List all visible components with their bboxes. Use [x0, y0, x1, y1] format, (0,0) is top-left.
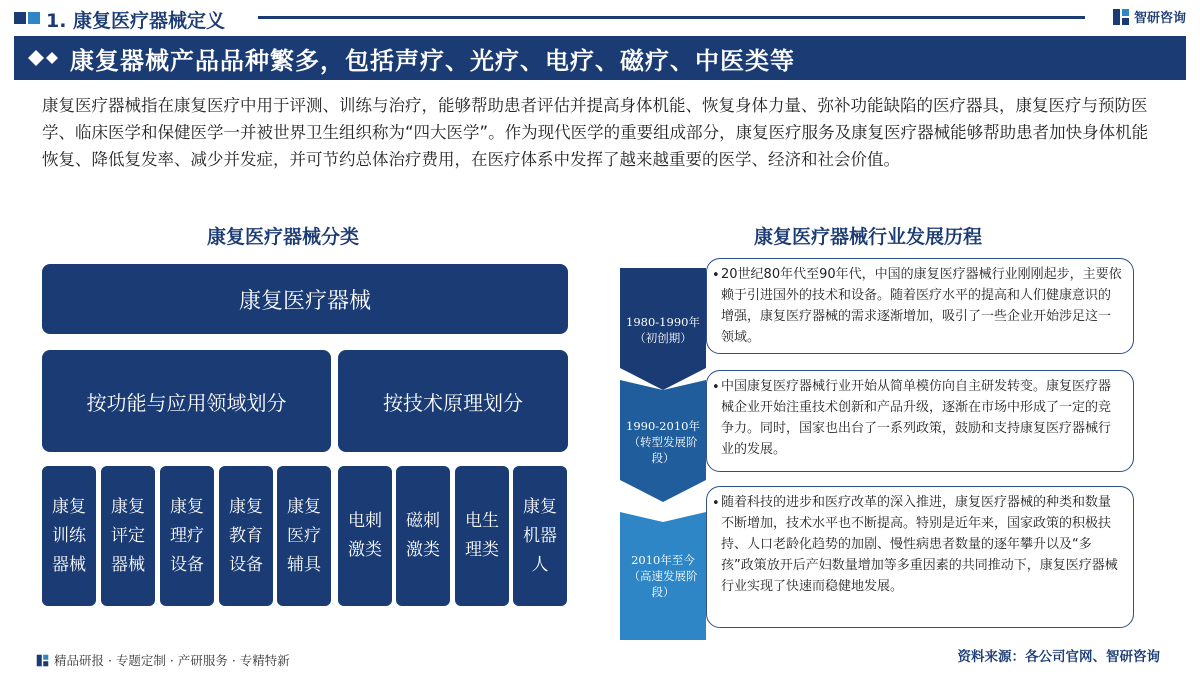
brand-name: 智研咨询	[1133, 11, 1186, 26]
brand-logo-icon	[1112, 8, 1130, 26]
leaf-electrophysiology: 电生理类	[455, 466, 509, 606]
bullet-icon: •	[712, 268, 720, 283]
stage-phase-2: （转型发展阶段）	[628, 435, 698, 465]
leaf-training-equipment: 康复训练器械	[42, 466, 96, 606]
stage-period-2: 1990-2010年	[626, 419, 700, 433]
leaf-assistive-device: 康复医疗辅具	[277, 466, 331, 606]
bullet-icon: •	[712, 496, 720, 511]
stage-phase-3: （高速发展阶段）	[628, 569, 698, 599]
leaf-education-device: 康复教育设备	[219, 466, 273, 606]
headline-banner	[14, 36, 1186, 80]
brand-logo-group	[1112, 7, 1186, 26]
brand-logo-small-icon	[36, 654, 49, 667]
stage-chevron-1	[620, 268, 706, 390]
header-square-light	[28, 12, 40, 24]
classification-root: 康复医疗器械	[42, 264, 568, 334]
intro-paragraph: 康复医疗器械指在康复医疗中用于评测、训练与治疗，能够帮助患者评估并提高身体机能、恢复身体力量、弥补功能缺陷的医疗器具，康复医疗与预防医学、临床医学和保健医学一并被世界卫生组织称为“四大医学”。作为现代医学的重要组成部分，康复医疗服务及康复医疗器械能够帮助患者加快身体机能恢复、降低复发率、减少并发症，并可节约总体治疗费用，在医疗体系中发挥了越来越重要的医学、经济和社会价值。	[42, 96, 1149, 169]
leaf-magnetic-stimulation: 磁刺激类	[396, 466, 450, 606]
leaf-assessment-equipment: 康复评定器械	[101, 466, 155, 606]
top-header	[0, 0, 1200, 36]
footer-services	[36, 651, 290, 669]
bullet-icon: •	[712, 380, 720, 395]
stage-text-1: 20世纪80年代至90年代，中国的康复医疗器械行业刚刚起步，主要依赖于引进国外的技术和设备。随着医疗水平的提高和人们健康意识的增强，康复医疗器械的需求逐渐增加，吸引了一些企业开始涉足这一领域。	[721, 267, 1122, 345]
headline-text: 康复器械产品品种繁多，包括声疗、光疗、电疗、磁疗、中医类等	[70, 46, 795, 75]
branch-by-function: 按功能与应用领域划分	[42, 350, 331, 452]
diamond-small-icon	[46, 52, 58, 64]
stage-phase-1: （初创期）	[634, 331, 692, 345]
footer-source: 资料来源：各公司官网、智研咨询	[957, 649, 1160, 665]
stage-period-1: 1980-1990年	[626, 315, 700, 329]
leaf-rehab-robot: 康复机器人	[513, 466, 567, 606]
stage-period-3: 2010年至今	[631, 553, 695, 567]
header-square-dark	[14, 12, 26, 24]
stage-description-2	[706, 370, 1134, 472]
footer-services-text: 精品研报 · 专题定制 · 产研服务 · 专精特新	[54, 653, 290, 668]
section-title: 1. 康复医疗器械定义	[46, 10, 226, 32]
stage-chevron-2	[620, 380, 706, 502]
leaf-physiotherapy-device: 康复理疗设备	[160, 466, 214, 606]
stage-description-3	[706, 486, 1134, 628]
history-title: 康复医疗器械行业发展历程	[754, 226, 983, 248]
classification-title: 康复医疗器械分类	[207, 226, 360, 248]
stage-text-2: 中国康复医疗器械行业开始从简单模仿向自主研发转变。康复医疗器械企业开始注重技术创新和产品升级，逐渐在市场中形成了一定的竞争力。同时，国家也出台了一系列政策，鼓励和支持康复医疗器械行业的发展。	[721, 379, 1112, 457]
header-rule	[258, 16, 1085, 19]
diamond-icon	[28, 50, 44, 66]
stage-text-3: 随着科技的进步和医疗改革的深入推进，康复医疗器械的种类和数量不断增加，技术水平也不断提高。特别是近年来，国家政策的积极扶持、人口老龄化趋势的加剧、慢性病患者数量的逐年攀升以及“多孩”政策放开后产妇数量增加等多重因素的共同推动下，康复医疗器械行业实现了快速而稳健地发展。	[721, 495, 1118, 594]
leaf-electric-stimulation: 电刺激类	[338, 466, 392, 606]
stage-description-1	[706, 258, 1134, 354]
stage-chevron-3	[620, 512, 706, 640]
branch-by-technology: 按技术原理划分	[338, 350, 568, 452]
